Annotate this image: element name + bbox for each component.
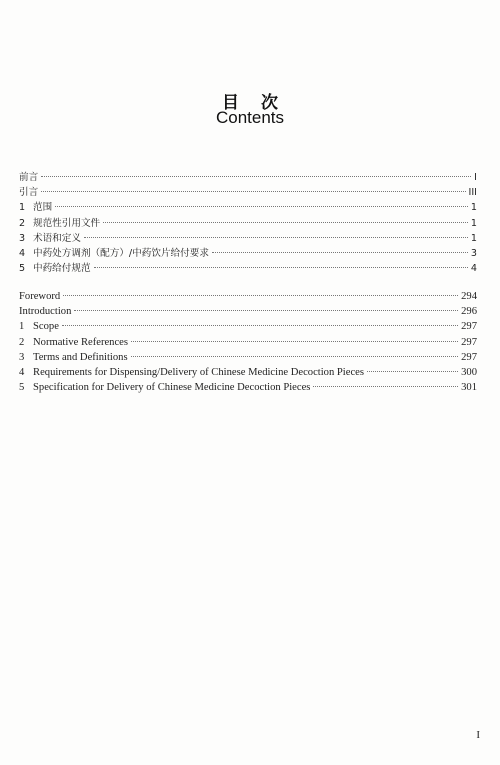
toc-entry-delivery-specification-en[interactable] [19,380,477,395]
toc-entry-foreword-en[interactable] [19,289,477,304]
toc-entry-page: 4 [470,263,477,275]
toc-entry-page: 3 [470,247,477,259]
toc-entry-number: 5 [19,382,25,394]
toc-entry-label: Specification for Delivery of Chinese Medicine Decoction Pieces [33,382,311,394]
toc-entry-dispensing-requirements-en[interactable] [19,365,477,380]
toc-entry-number: 4 [19,247,26,259]
dot-leader [131,341,458,342]
dot-leader [212,252,468,253]
toc-entry-scope-en[interactable] [19,319,477,334]
page-number: I [476,729,480,741]
dot-leader [367,371,458,372]
dot-leader [41,191,465,192]
toc-entry-delivery-specification-cn[interactable] [19,261,477,276]
dot-leader [62,325,458,326]
toc-entry-normative-references-en[interactable] [19,335,477,350]
toc-entry-normative-references-cn[interactable] [19,216,477,231]
toc-entry-label: 引言 [19,187,39,199]
toc-entry-scope-cn[interactable] [19,200,477,215]
toc-entry-introduction-en[interactable] [19,304,477,319]
toc-entry-label: Normative References [33,336,129,348]
toc-entry-page: 294 [461,291,477,302]
toc-entry-number: 1 [19,202,26,214]
toc-entry-page: 1 [470,232,477,244]
toc-entry-introduction-cn[interactable] [19,185,477,200]
toc-chinese [19,170,477,276]
toc-entry-foreword-cn[interactable] [19,170,477,185]
toc-entry-label: Terms and Definitions [33,351,128,363]
toc-entry-page: 297 [461,351,477,363]
toc-entry-page: 296 [461,306,477,318]
toc-entry-label: 中药给付规范 [33,263,91,275]
toc-entry-page: 1 [470,202,477,214]
toc-entry-label: Requirements for Dispensing/Delivery of Chinese Medicine Decoction Pieces [33,366,364,378]
toc-entry-label: Scope [33,321,59,333]
contents-title-english: Contents [215,108,285,127]
dot-leader [41,176,471,177]
toc-entry-page: 297 [461,321,477,333]
dot-leader [84,237,468,238]
dot-leader [103,222,468,223]
toc-entry-label: 前言 [19,172,39,183]
toc-entry-label: 中药处方调剂（配方）/中药饮片给付要求 [33,247,209,259]
toc-entry-number: 5 [19,263,26,275]
dot-leader [74,310,458,311]
toc-english [19,289,477,395]
toc-entry-page: 301 [461,382,477,394]
toc-entry-page: 300 [461,366,477,378]
toc-entry-number: 4 [19,366,25,378]
toc-entry-page: 297 [461,336,477,348]
toc-entry-label: 术语和定义 [33,232,81,244]
toc-entry-page: 1 [470,217,477,229]
toc-entry-number: 2 [19,217,26,229]
toc-entry-page: III [468,187,477,199]
dot-leader [55,206,468,207]
dot-leader [63,295,458,296]
toc-entry-label: Introduction [19,306,72,318]
toc-entry-page: I [474,172,477,183]
toc-entry-number: 2 [19,336,25,348]
toc-entry-number: 3 [19,351,25,363]
toc-entry-label: 范围 [33,202,53,214]
toc-entry-label: Foreword [19,291,61,302]
toc-entry-label: 规范性引用文件 [33,217,101,229]
dot-leader [131,356,459,357]
dot-leader [313,386,458,387]
toc-entry-number: 1 [19,321,25,333]
toc-entry-terms-en[interactable] [19,350,477,365]
toc-entry-number: 3 [19,232,26,244]
contents-title-chinese: 目次 [222,93,300,113]
toc-entry-terms-cn[interactable] [19,231,477,246]
dot-leader [94,267,468,268]
toc-entry-dispensing-requirements-cn[interactable] [19,246,477,261]
